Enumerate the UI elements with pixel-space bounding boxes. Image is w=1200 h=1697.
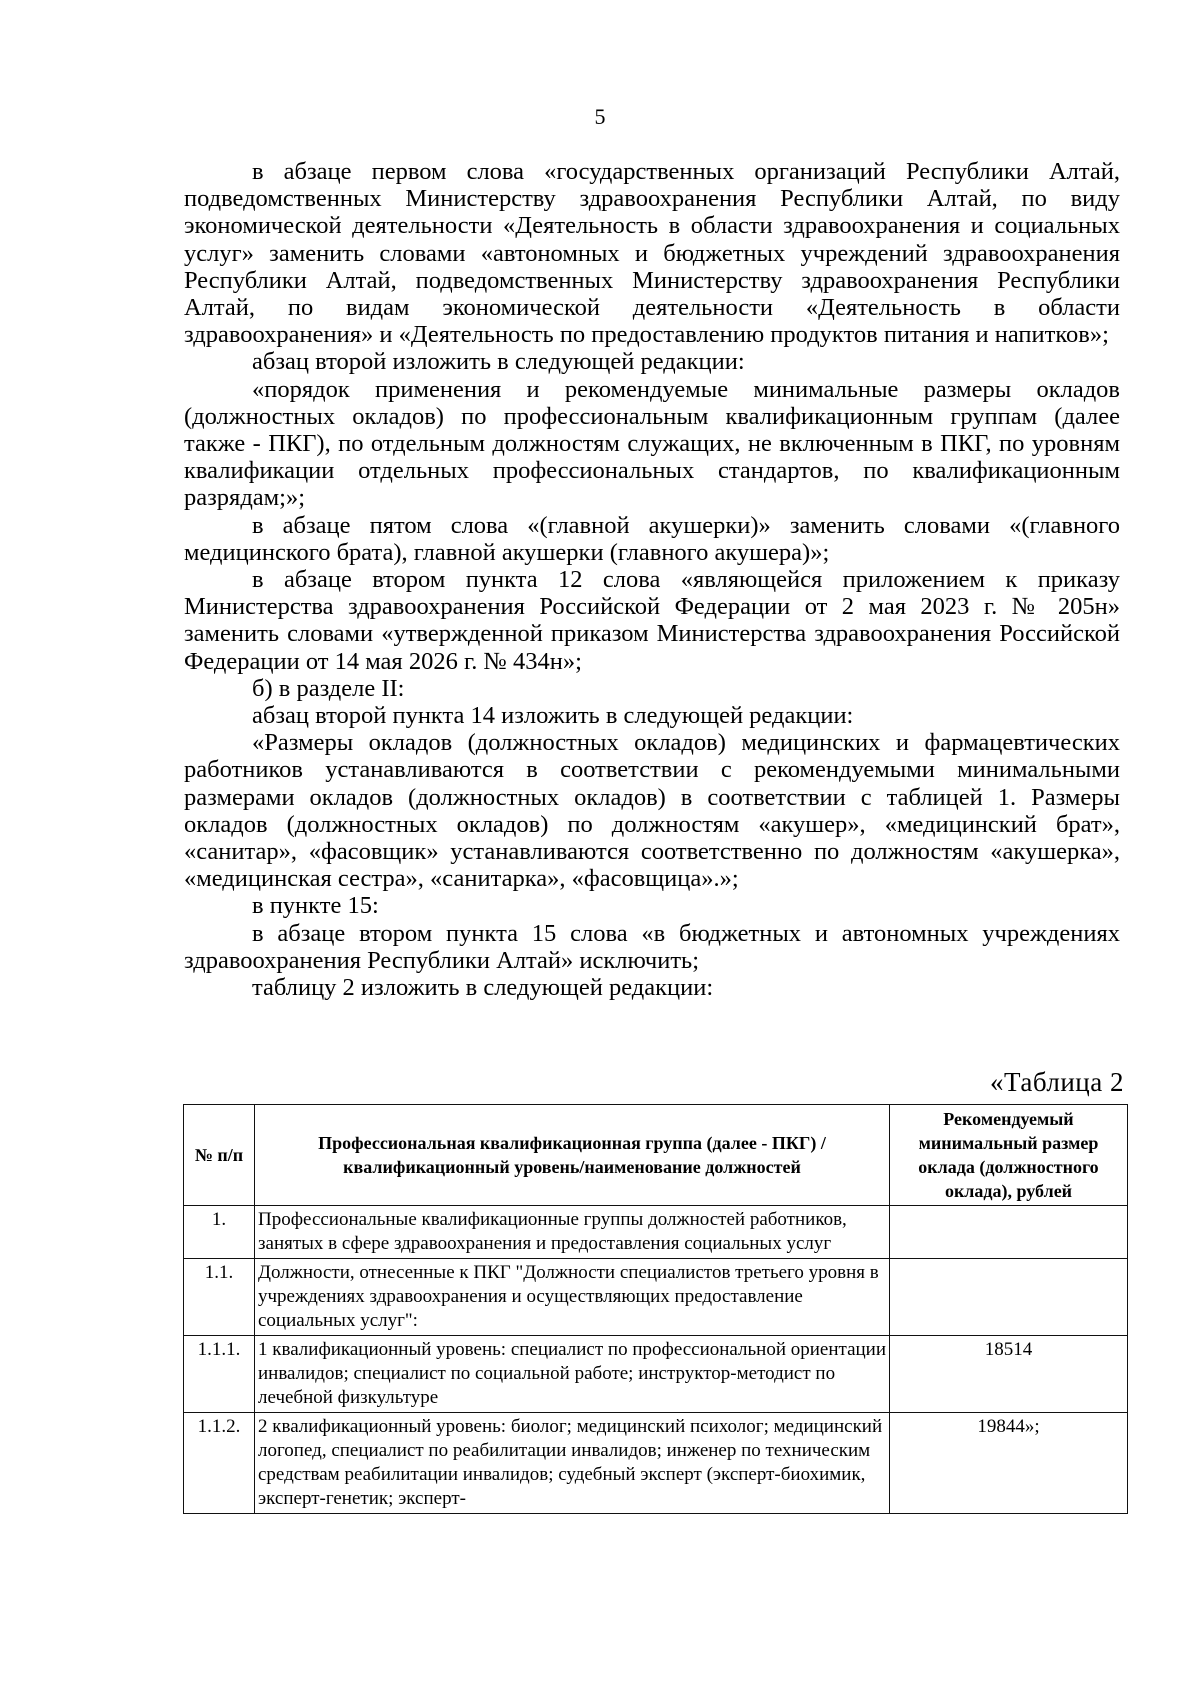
table-row bbox=[184, 1206, 1128, 1259]
paragraph: в абзаце первом слова «государственных организаций Республики Алтай, подведомственных Министерству здравоохранения Республики Алтай, по виду экономической деятельности «Деятельность в области здравоохранения и социальных услуг» заменить словами «автономных и бюджетных учреждений здравоохранения Республики Алтай, подведомственных Министерству здравоохранения Республики Алтай, по видам экономической деятельности «Деятельность в области здравоохранения» и «Деятельность по предоставлению продуктов питания и напитков»; bbox=[184, 158, 1120, 349]
row-salary bbox=[890, 1259, 1128, 1336]
paragraph: «порядок применения и рекомендуемые минимальные размеры окладов (должностных окладов) по профессиональным квалификационным группам (далее также - ПКГ), по отдельным должностям служащих, не включенным в ПКГ, по уровням квалификации отдельных профессиональных стандартов, по квалификационным разрядам;»; bbox=[184, 375, 1120, 512]
paragraph: абзац второй пункта 14 изложить в следующей редакции: bbox=[252, 702, 854, 730]
page-number: 5 bbox=[594, 104, 606, 129]
body-text bbox=[184, 158, 1120, 1001]
paragraph: в абзаце втором пункта 12 слова «являющейся приложением к приказу Министерства здравоохранения Российской Федерации от 2 мая 2023 г. № 205н» заменить словами «утвержденной приказом Министерства здравоохранения Российской Федерации от 14 мая 2026 г. № 434н»; bbox=[184, 566, 1120, 675]
row-name: 1 квалификационный уровень: специалист по профессиональной ориентации инвалидов; специалист по социальной работе; инструктор-методист по лечебной физкультуре bbox=[255, 1336, 890, 1413]
paragraph: таблицу 2 изложить в следующей редакции: bbox=[252, 974, 714, 1002]
table-row bbox=[184, 1336, 1128, 1413]
row-name: Должности, отнесенные к ПКГ "Должности специалистов третьего уровня в учреждениях здравоохранения и осуществляющих предоставление социальных услуг": bbox=[255, 1259, 890, 1336]
row-number: 1.1. bbox=[184, 1259, 255, 1336]
salary-table bbox=[183, 1104, 1128, 1514]
paragraph: б) в разделе II: bbox=[252, 674, 405, 702]
column-header-number: № п/п bbox=[184, 1105, 255, 1206]
column-header-salary: Рекомендуемый минимальный размер оклада (должностного оклада), рублей bbox=[890, 1105, 1128, 1206]
paragraph: в абзаце пятом слова «(главной акушерки)» заменить словами «(главного медицинского брата), главной акушерки (главного акушера)»; bbox=[184, 511, 1120, 566]
row-salary: 18514 bbox=[890, 1336, 1128, 1413]
paragraph: в пункте 15: bbox=[252, 892, 379, 920]
paragraph: «Размеры окладов (должностных окладов) медицинских и фармацевтических работников устанавливаются в соответствии с рекомендуемыми минимальными размерами окладов (должностных окладов) в соответствии с таблицей 1. Размеры окладов (должностных окладов) по должностям «акушер», «медицинский брат», «санитар», «фасовщик» устанавливаются соответственно по должностям «акушерка», «медицинская сестра», «санитарка», «фасовщица».»; bbox=[184, 729, 1120, 893]
row-salary bbox=[890, 1206, 1128, 1259]
column-header-group: Профессиональная квалификационная группа (далее - ПКГ) / квалификационный уровень/наименование должностей bbox=[255, 1105, 890, 1206]
row-salary: 19844»; bbox=[890, 1413, 1128, 1514]
row-number: 1.1.1. bbox=[184, 1336, 255, 1413]
table-caption: «Таблица 2 bbox=[990, 1067, 1124, 1097]
row-name: 2 квалификационный уровень: биолог; медицинский психолог; медицинский логопед, специалист по реабилитации инвалидов; инженер по техническим средствам реабилитации инвалидов; судебный эксперт (эксперт-биохимик, эксперт-генетик; эксперт- bbox=[255, 1413, 890, 1514]
row-number: 1.1.2. bbox=[184, 1413, 255, 1514]
table-row bbox=[184, 1259, 1128, 1336]
table-row bbox=[184, 1413, 1128, 1514]
table-header-row bbox=[184, 1105, 1128, 1206]
paragraph: абзац второй изложить в следующей редакции: bbox=[252, 348, 745, 376]
paragraph: в абзаце втором пункта 15 слова «в бюджетных и автономных учреждениях здравоохранения Республики Алтай» исключить; bbox=[184, 919, 1120, 974]
row-number: 1. bbox=[184, 1206, 255, 1259]
row-name: Профессиональные квалификационные группы должностей работников, занятых в сфере здравоохранения и предоставления социальных услуг bbox=[255, 1206, 890, 1259]
